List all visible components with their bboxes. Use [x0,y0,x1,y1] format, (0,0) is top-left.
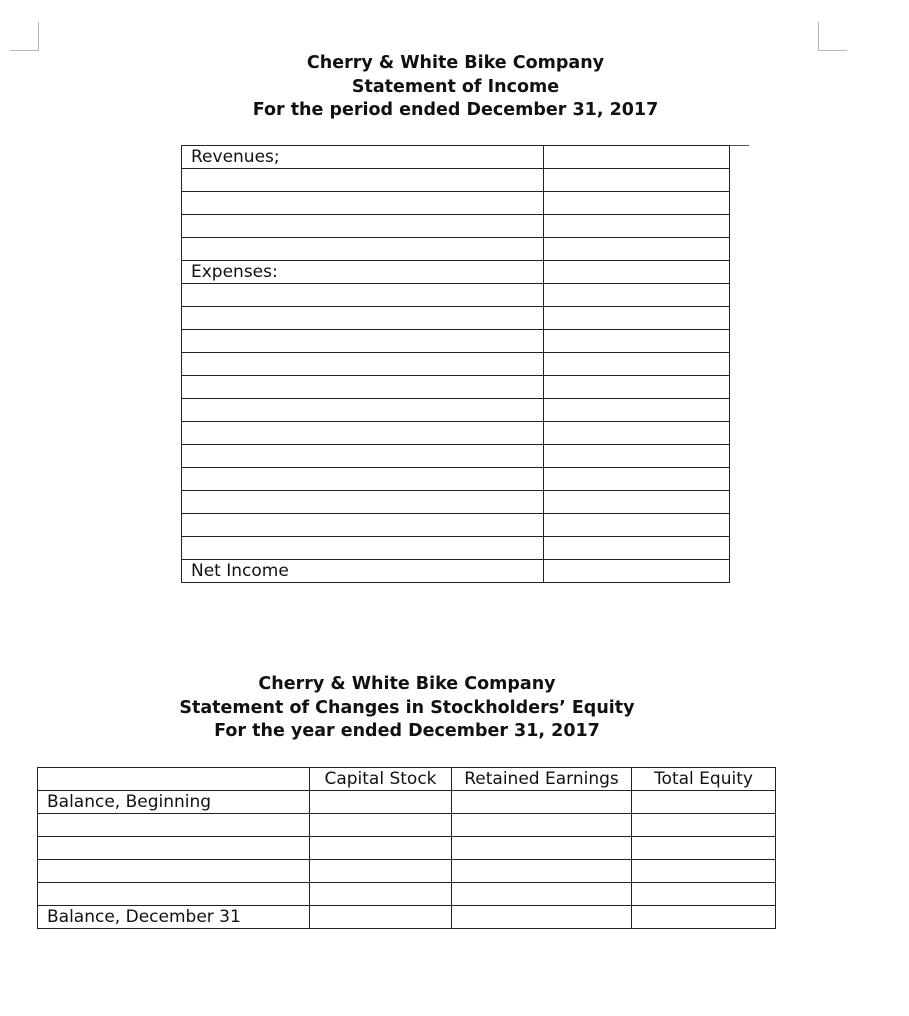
income-row-amount[interactable] [544,491,730,514]
equity-row-label[interactable] [38,837,310,860]
equity-row-retained-earnings[interactable] [452,791,632,814]
income-statement-title: Statement of Income [351,76,560,97]
income-row-amount[interactable] [544,330,730,353]
equity-statement-title: Statement of Changes in Stockholders’ Equity [179,697,635,718]
income-table-row [182,169,730,192]
income-row-label[interactable] [182,307,544,330]
income-row-amount[interactable] [544,560,730,583]
income-table-row [182,514,730,537]
equity-table-row [38,883,776,906]
income-row-label[interactable] [182,284,544,307]
income-row-amount[interactable] [544,468,730,491]
income-row-amount[interactable] [544,422,730,445]
equity-table-row [38,791,776,814]
equity-table-row [38,814,776,837]
income-row-amount[interactable] [544,376,730,399]
income-table-row [182,238,730,261]
equity-header-retained-earnings: Retained Earnings [452,768,632,791]
equity-statement-period: For the year ended December 31, 2017 [214,721,600,741]
income-table-row [182,215,730,238]
income-row-label[interactable] [182,422,544,445]
equity-table-row [38,837,776,860]
income-table-row [182,146,730,169]
income-row-label[interactable]: Revenues; [182,146,544,169]
income-row-label[interactable] [182,376,544,399]
income-table-row [182,353,730,376]
equity-statement-heading [0,673,814,744]
income-row-label[interactable]: Net Income [182,560,544,583]
equity-row-label[interactable] [38,883,310,906]
equity-row-total-equity[interactable] [632,837,776,860]
income-table-row [182,537,730,560]
equity-row-capital-stock[interactable] [310,883,452,906]
equity-row-capital-stock[interactable] [310,837,452,860]
equity-row-retained-earnings[interactable] [452,837,632,860]
income-table-row [182,560,730,583]
income-row-label[interactable] [182,491,544,514]
income-row-amount[interactable] [544,399,730,422]
income-table-row [182,445,730,468]
income-row-amount[interactable] [544,215,730,238]
equity-row-total-equity[interactable] [632,860,776,883]
equity-row-label[interactable] [38,860,310,883]
equity-table-row [38,906,776,929]
income-row-label[interactable] [182,238,544,261]
income-row-amount[interactable] [544,169,730,192]
equity-header-blank [38,768,310,791]
income-table-row [182,284,730,307]
income-row-label[interactable] [182,445,544,468]
income-row-amount[interactable] [544,146,730,169]
income-row-label[interactable] [182,169,544,192]
equity-row-capital-stock[interactable] [310,791,452,814]
income-row-label[interactable] [182,399,544,422]
equity-row-capital-stock[interactable] [310,860,452,883]
income-table-row [182,307,730,330]
equity-row-label[interactable] [38,814,310,837]
income-row-amount[interactable] [544,307,730,330]
income-row-label[interactable] [182,353,544,376]
income-row-label[interactable] [182,192,544,215]
equity-company-name: Cherry & White Bike Company [258,674,556,694]
income-row-label[interactable] [182,537,544,560]
table-edge-line [729,145,749,146]
income-row-label[interactable] [182,468,544,491]
income-table-row [182,399,730,422]
equity-header-capital-stock: Capital Stock [310,768,452,791]
income-row-amount[interactable] [544,261,730,284]
equity-row-label[interactable]: Balance, Beginning [38,791,310,814]
page-corner-mark-right [818,22,847,51]
equity-statement-table [37,767,776,929]
income-statement-period: For the period ended December 31, 2017 [252,100,659,120]
income-row-label[interactable] [182,330,544,353]
equity-header-total-equity: Total Equity [632,768,776,791]
income-row-amount[interactable] [544,353,730,376]
income-row-label[interactable] [182,215,544,238]
equity-row-retained-earnings[interactable] [452,906,632,929]
equity-row-capital-stock[interactable] [310,906,452,929]
equity-row-capital-stock[interactable] [310,814,452,837]
equity-row-total-equity[interactable] [632,883,776,906]
income-row-label[interactable]: Expenses: [182,261,544,284]
income-row-amount[interactable] [544,192,730,215]
income-statement-table [181,145,730,583]
income-row-label[interactable] [182,514,544,537]
income-table-row [182,468,730,491]
income-table-row [182,491,730,514]
income-row-amount[interactable] [544,514,730,537]
income-statement-heading [0,52,909,123]
equity-row-total-equity[interactable] [632,814,776,837]
equity-header-row [38,768,776,791]
page-corner-mark-left [10,22,39,51]
income-row-amount[interactable] [544,284,730,307]
income-row-amount[interactable] [544,537,730,560]
income-table-row [182,261,730,284]
equity-row-label[interactable]: Balance, December 31 [38,906,310,929]
income-company-name: Cherry & White Bike Company [306,53,605,73]
income-row-amount[interactable] [544,238,730,261]
income-row-amount[interactable] [544,445,730,468]
income-table-row [182,376,730,399]
equity-row-total-equity[interactable] [632,906,776,929]
equity-table-row [38,860,776,883]
equity-row-retained-earnings[interactable] [452,814,632,837]
equity-row-retained-earnings[interactable] [452,860,632,883]
income-table-row [182,192,730,215]
income-table-row [182,422,730,445]
income-table-row [182,330,730,353]
equity-row-total-equity[interactable] [632,791,776,814]
equity-row-retained-earnings[interactable] [452,883,632,906]
